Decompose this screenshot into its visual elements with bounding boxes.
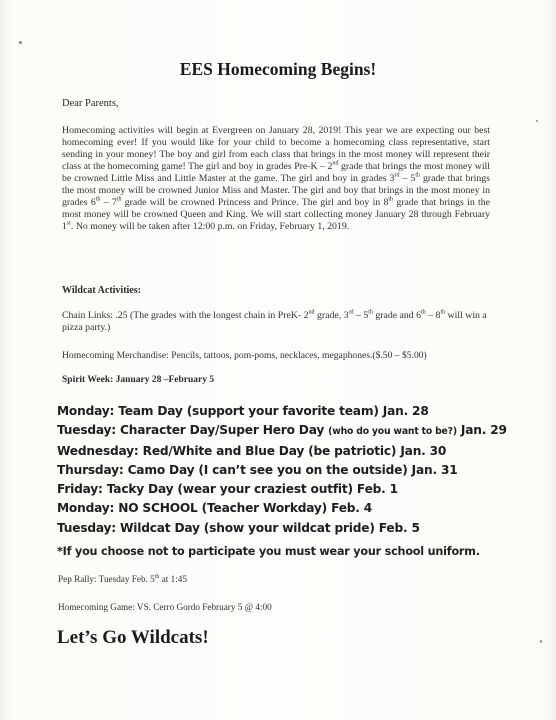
intro-paragraph: Homecoming activities will begin at Evergreen on January 28, 2019! This year we are expecting our best homecoming ever! If you would like for your child to become a homecoming class representative, start sending in your money! The boy and girl from each class that brings in the most money will represent their class at the homecoming game! The girl and boy in grades Pre-K – 2nd grade that brings the most money will be crowned Little Miss and Little Master at the game. The girl and boy in grades 3rd – 5th grade that brings the most money will be crowned Junior Miss and Master. The girl and boy that brings in the most money in grades 6th – 7th grade will be crowned Princess and Prince. The girl and boy in 8th grade that brings in the most money will be crowned Queen and King. We will start collecting money January 28 through February 1st. No money will be taken after 12:00 p.m. on Friday, February 1, 2019. xyxy=(62,125,491,232)
pep-rally-text: Pep Rally: Tuesday Feb. 5th at 1:45 xyxy=(58,573,187,584)
spirit-day-wednesday: Wednesday: Red/White and Blue Day (be patriotic) Jan. 30 xyxy=(57,443,447,458)
spirit-day-monday: Monday: Team Day (support your favorite team) Jan. 28 xyxy=(57,404,429,418)
spirit-day-friday: Friday: Tacky Day (wear your craziest outfit) Feb. 1 xyxy=(57,482,398,497)
scan-speck xyxy=(19,41,22,44)
activities-heading: Wildcat Activities: xyxy=(62,285,141,296)
chain-links-text: Chain Links: .25 (The grades with the longest chain in PreK- 2nd grade, 3rd – 5th grade and 6th – 8th will win a pizza party.) xyxy=(62,309,487,333)
closing-line: Let’s Go Wildcats! xyxy=(57,627,209,648)
spirit-week-list xyxy=(57,402,547,538)
spirit-day-thursday: Thursday: Camo Day (I can’t see you on the outside) Jan. 31 xyxy=(57,462,458,477)
scan-speck xyxy=(536,120,538,122)
merchandise-text: Homecoming Merchandise: Pencils, tattoos, pom-poms, necklaces, megaphones.($.50 – $5.00) xyxy=(62,350,427,361)
spirit-day-tuesday-wildcat: Tuesday: Wildcat Day (show your wildcat pride) Feb. 5 xyxy=(57,520,420,535)
page-title: EES Homecoming Begins! xyxy=(179,59,377,79)
salutation: Dear Parents, xyxy=(62,98,119,109)
homecoming-game-text: Homecoming Game: VS. Cerro Gordo February 5 @ 4:00 xyxy=(58,602,272,612)
scan-speck xyxy=(540,640,542,643)
spirit-day-tuesday: Tuesday: Character Day/Super Hero Day (who do you want to be?) Jan. 29 xyxy=(57,423,507,438)
spirit-week-heading: Spirit Week: January 28 –February 5 xyxy=(62,375,215,385)
uniform-note: *If you choose not to participate you must wear your school uniform. xyxy=(57,545,480,558)
spirit-day-monday-no-school: Monday: NO SCHOOL (Teacher Workday) Feb. 4 xyxy=(57,501,373,516)
